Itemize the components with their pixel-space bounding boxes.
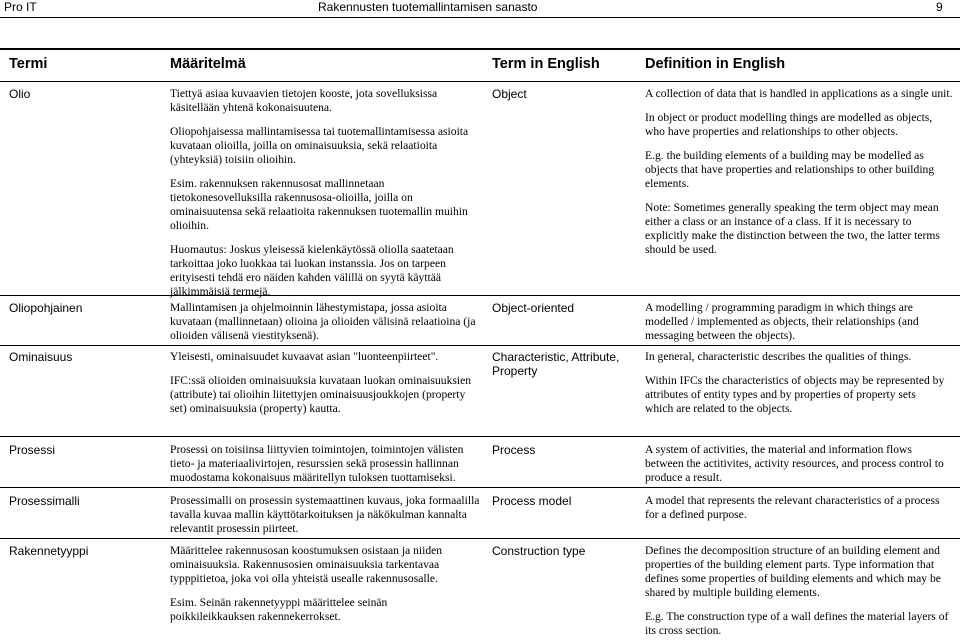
row-prosessimalli-term-en: Process model [492, 494, 572, 508]
definition-paragraph: Prosessi on toisiinsa liittyvien toimintojen, toimintojen välisten tieto- ja materiaalivirtojen, resurssien sekä prosessin hallinnan muodostama kokonaisuus määritellyn tuloksen tuottamiseksi. [170, 443, 464, 484]
row-oliopohjainen-term: Oliopohjainen [9, 301, 83, 315]
row-divider [0, 538, 960, 539]
definition-paragraph: Note: Sometimes generally speaking the term object may mean either a class or an instance of a class. If it is necessary to explicitly make the distinction between the two, the latter terms should be used. [645, 201, 940, 256]
row-divider [0, 345, 960, 346]
row-divider [0, 436, 960, 437]
row-ominaisuus-definition [170, 350, 475, 416]
definition-paragraph: A modelling / programming paradigm in which things are modelled / implemented as objects, their relationships (and messaging between the objects). [645, 301, 919, 342]
definition-paragraph: Esim. rakennuksen rakennusosat mallinnetaan tietokonesovelluksilla rakennusosa-olioilla, joilla on ominaisuutensa sekä relaatioita rakennuksen tuotemallin muihin olioihin. [170, 177, 468, 232]
row-rakennetyyppi-term-en: Construction type [492, 544, 586, 558]
row-oliopohjainen-term-en: Object-oriented [492, 301, 575, 315]
definition-paragraph: Defines the decomposition structure of an building element and properties of the building element parts. Type information that defines some properties of building elements and which may be shared by multiple building elements. [645, 544, 941, 599]
row-rakennetyyppi-term: Rakennetyyppi [9, 544, 89, 558]
row-divider [0, 487, 960, 488]
row-ominaisuus-term: Ominaisuus [9, 350, 73, 364]
header-title: Rakennusten tuotemallintamisen sanasto [318, 0, 538, 14]
definition-paragraph: Within IFCs the characteristics of objects may be represented by attributes of entity types and by properties of property sets which are related to the objects. [645, 374, 945, 415]
definition-paragraph: A model that represents the relevant characteristics of a process for a defined purpose. [645, 494, 940, 521]
row-prosessimalli-term: Prosessimalli [9, 494, 80, 508]
definition-paragraph: Mallintamisen ja ohjelmoinnin lähestymistapa, jossa asioita kuvataan (mallinnetaan) olioina ja olioiden välisinä relaatioina (ja olioiden välisenä viestityksenä). [170, 301, 476, 342]
definition-paragraph: Huomautus: Joskus yleisessä kielenkäytössä oliolla saatetaan tarkoittaa joko luokkaa tai luokan instanssia. Jos on tarpeen erityisesti tehdä ero näiden kahden välillä on syytä käyttää jälkimmäisiä termejä. [170, 243, 454, 298]
column-header-termi: Termi [9, 56, 48, 72]
page-number: 9 [936, 0, 943, 14]
row-prosessi-term: Prosessi [9, 443, 56, 457]
row-prosessi-term-en: Process [492, 443, 536, 457]
definition-paragraph: E.g. The construction type of a wall defines the material layers of its cross section. [645, 610, 949, 637]
row-olio-definition-en [645, 87, 953, 257]
header-left: Pro IT [4, 0, 37, 14]
definition-paragraph: Prosessimalli on prosessin systemaattinen kuvaus, joka formaalilla tavalla kuvaa mallin käyttötarkoituksen ja näkökulman kannalta relevantit prosessin piirteet. [170, 494, 480, 535]
row-olio-definition [170, 87, 480, 299]
column-header-maaritelma: Määritelmä [170, 56, 246, 72]
row-olio-term: Olio [9, 87, 31, 101]
header-rule [0, 17, 960, 18]
row-divider [0, 295, 960, 296]
definition-paragraph: Esim. Seinän rakennetyyppi määrittelee seinän poikkileikkauksen rakennekerrokset. [170, 596, 388, 623]
row-rakennetyyppi-definition-en [645, 544, 955, 638]
row-rakennetyyppi-definition [170, 544, 470, 624]
row-prosessi-definition-en [645, 443, 945, 485]
row-oliopohjainen-definition-en [645, 301, 945, 343]
row-prosessi-definition [170, 443, 480, 485]
table-top-rule [0, 48, 960, 50]
row-ominaisuus-definition-en [645, 350, 945, 416]
column-header-term-en: Term in English [492, 56, 600, 72]
table-header-rule [0, 81, 960, 82]
definition-paragraph: A system of activities, the material and information flows between the actitivites, activity resources, and process control to produce a result. [645, 443, 944, 484]
row-olio-term-en: Object [492, 87, 527, 101]
definition-paragraph: E.g. the building elements of a building may be modelled as objects that have properties and relationships to other building elements. [645, 149, 935, 190]
row-oliopohjainen-definition [170, 301, 480, 343]
column-header-def-en: Definition in English [645, 56, 786, 72]
definition-paragraph: Tiettyä asiaa kuvaavien tietojen kooste, jota sovelluksissa käsitellään yhtenä kokonaisuutena. [170, 87, 438, 114]
definition-paragraph: In general, characteristic describes the qualities of things. [645, 350, 912, 363]
page-header [0, 0, 960, 14]
row-ominaisuus-term-en: Characteristic, Attribute, Property [492, 350, 620, 378]
definition-paragraph: Määrittelee rakennusosan koostumuksen osistaan ja niiden ominaisuuksia. Rakennusosien ominaisuuksia tarkentavaa typppitietoa, joka voi olla yhteistä usealle rakennusosalle. [170, 544, 443, 585]
definition-paragraph: Oliopohjaisessa mallintamisessa tai tuotemallintamisessa asioita kuvataan olioilla, joilla on ominaisuuksia, sekä relaatioita (yhteyksiä) toisiin olioihin. [170, 125, 469, 166]
definition-paragraph: In object or product modelling things are modelled as objects, who have properties and relationships to other objects. [645, 111, 933, 138]
definition-paragraph: IFC:ssä olioiden ominaisuuksia kuvataan luokan ominaisuuksien (attribute) tai olioihin liitettyjen ominaisuusjoukkojen (property set) ominaisuuksia (property) kautta. [170, 374, 472, 415]
definition-paragraph: A collection of data that is handled in applications as a single unit. [645, 87, 953, 100]
row-prosessimalli-definition [170, 494, 480, 536]
definition-paragraph: Yleisesti, ominaisuudet kuvaavat asian "luonteenpiirteet". [170, 350, 439, 363]
row-prosessimalli-definition-en [645, 494, 945, 522]
